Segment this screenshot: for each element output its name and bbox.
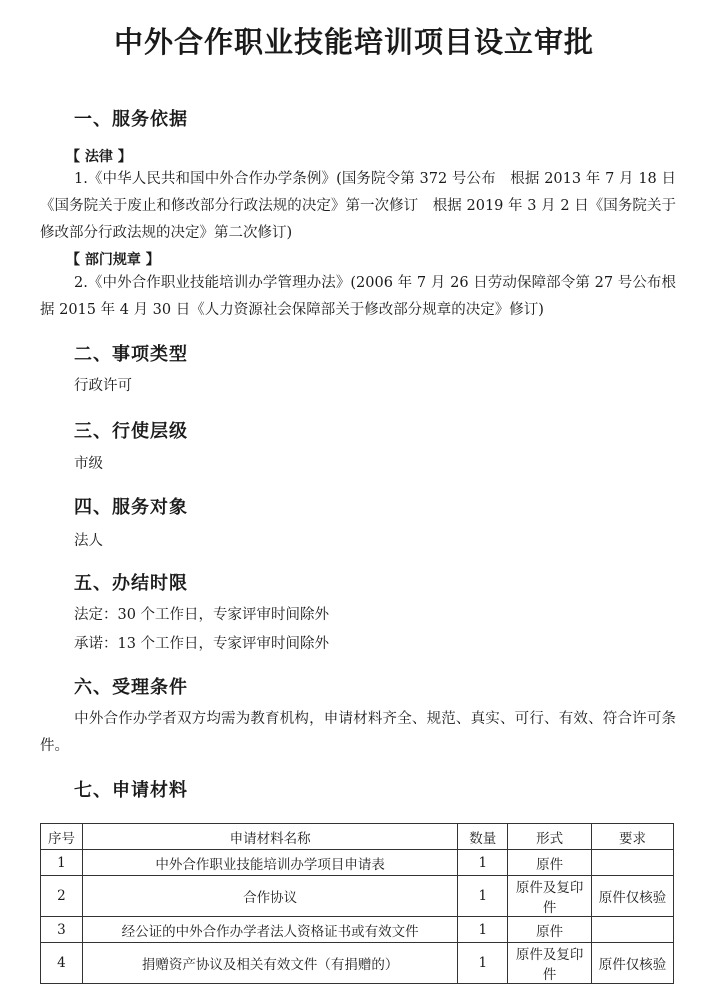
column-header: 要求 (592, 824, 674, 850)
table-row (41, 943, 674, 984)
law-text: 1.《中华人民共和国中外合作办学条例》(国务院令第 372 号公布 根据 2013 年 7 月 18 日《国务院关于废止和修改部分行政法规的决定》第一次修订 根据 2019 年 3 月 2 日《国务院关于修改部分行政法规的决定》第二次修订) (40, 171, 676, 241)
column-header: 形式 (508, 824, 592, 850)
time-limit-legal: 法定：30 个工作日，专家评审时间除外 (74, 607, 330, 623)
rule-paragraph (40, 270, 676, 324)
section-heading-target: 四、服务对象 (74, 497, 188, 518)
section-heading-materials: 七、申请材料 (74, 780, 188, 801)
table-cell: 合作协议 (82, 876, 457, 917)
table-row (41, 850, 674, 876)
table-cell: 原件及复印件 (508, 943, 592, 984)
table-cell: 经公证的中外合作办学者法人资格证书或有效文件 (82, 917, 457, 943)
table-cell: 4 (41, 943, 83, 984)
materials-table (40, 823, 674, 984)
table-cell: 1 (41, 850, 83, 876)
table-cell (592, 917, 674, 943)
table-cell: 原件 (508, 850, 592, 876)
table-cell: 原件 (508, 917, 592, 943)
table-cell: 1 (458, 917, 508, 943)
section-heading-conditions: 六、受理条件 (74, 677, 188, 698)
page-title: 中外合作职业技能培训项目设立审批 (113, 25, 594, 59)
section-heading-basis: 一、服务依据 (74, 109, 188, 130)
rule-text: 2.《中外合作职业技能培训办学管理办法》(2006 年 7 月 26 日劳动保障部令第 27 号公布根据 2015 年 4 月 30 日《人力资源社会保障部关于修改部分规章的决定》修订) (40, 275, 676, 318)
section-heading-type: 二、事项类型 (74, 344, 188, 365)
table-cell (592, 850, 674, 876)
column-header: 数量 (458, 824, 508, 850)
section-heading-time-limit: 五、办结时限 (74, 573, 188, 594)
table-header-row (41, 824, 674, 850)
table-row (41, 876, 674, 917)
target-text: 法人 (74, 533, 103, 549)
rule-label: 【 部门规章 】 (66, 252, 160, 268)
table-cell: 原件及复印件 (508, 876, 592, 917)
law-paragraph (40, 166, 676, 247)
section-heading-level: 三、行使层级 (74, 421, 188, 442)
table-row (41, 917, 674, 943)
table-cell: 原件仅核验 (592, 943, 674, 984)
table-cell: 捐赠资产协议及相关有效文件（有捐赠的） (82, 943, 457, 984)
table-cell: 1 (458, 850, 508, 876)
table-cell: 2 (41, 876, 83, 917)
type-text: 行政许可 (74, 378, 132, 394)
table-cell: 1 (458, 876, 508, 917)
table-cell: 3 (41, 917, 83, 943)
table-cell: 1 (458, 943, 508, 984)
time-limit-promised: 承诺：13 个工作日，专家评审时间除外 (74, 636, 330, 652)
level-text: 市级 (74, 456, 103, 472)
conditions-text: 中外合作办学者双方均需为教育机构，申请材料齐全、规范、真实、可行、有效、符合许可条件。 (40, 711, 676, 754)
law-label: 【 法律 】 (66, 149, 132, 165)
conditions-paragraph (40, 706, 676, 760)
table-cell: 中外合作职业技能培训办学项目申请表 (82, 850, 457, 876)
column-header: 序号 (41, 824, 83, 850)
table-cell: 原件仅核验 (592, 876, 674, 917)
column-header: 申请材料名称 (82, 824, 457, 850)
